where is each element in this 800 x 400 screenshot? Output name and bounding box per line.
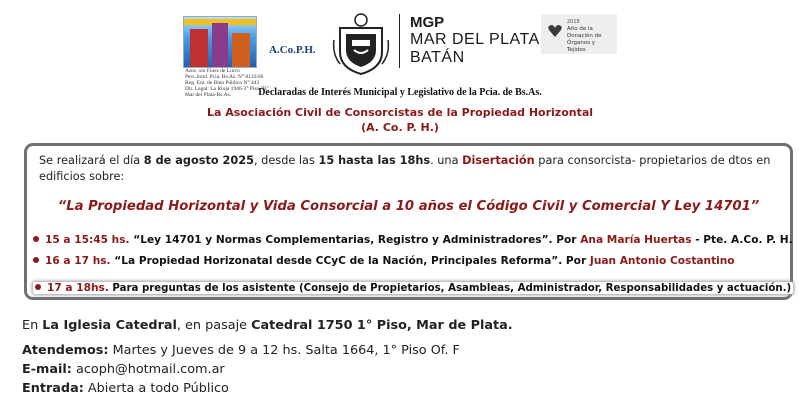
donation-heart-icon — [547, 23, 563, 39]
mgp-logo-text: MGP MAR DEL PLATA BATÁN — [410, 14, 540, 66]
footer-info — [22, 316, 782, 398]
organization-title: La Asociación Civil de Consorcistas de la Propiedad Horizontal (A. Co. P. H.) — [206, 106, 594, 134]
acoph-legal-info: Asoc. sin Fines de Lucro Pers.Jurid. Pcia. Bs.As. N° 8132/06 Reg. Ent. de Bien Público N° 443 Dir. Legal: La Rioja 1946-3° Piso "B" Mar del Plata-Bs.As. — [185, 68, 269, 98]
schedule-item: 17 a 18hs. Para preguntas de los asistente (Consejo de Propietarios, Asambleas, Administrador, Responsabilidades y actuación.) — [33, 282, 793, 294]
venue-address: Catedral 1750 1° Piso, Mar de Plata. — [251, 318, 513, 333]
building-logo-icon — [183, 16, 257, 68]
speaker-name: Juan Antonio Costantino — [589, 255, 735, 267]
speaker-name: Ana María Huertas — [580, 234, 692, 246]
mgp-crest-icon — [332, 10, 390, 76]
venue-name: La Iglesia Catedral — [42, 318, 177, 333]
schedule-item: 16 a 17 hs. “La Propiedad Horizonatal desde CCyC de la Nación, Principales Reforma”. Por Juan Antonio Costantino — [33, 255, 793, 276]
logo-divider — [399, 14, 400, 68]
email-line: E-mail: acoph@hotmail.com.ar — [22, 362, 225, 377]
bullet-icon — [35, 284, 41, 290]
schedule-item: 15 a 15:45 hs. “Ley 14701 y Normas Complementarias, Registro y Administradores”. Por Ana María Huertas - Pte. A.Co. P. H. — [33, 234, 793, 255]
talk-title: “La Propiedad Horizontal y Vida Consorcial a 10 años el Código Civil y Comercial Y Ley 14701” — [57, 199, 760, 214]
location-line: En La Iglesia Catedral, en pasaje Catedral 1750 1° Piso, Mar de Plata. — [22, 318, 513, 333]
event-type: Disertación — [462, 154, 535, 167]
attendance-line: Atendemos: Martes y Jueves de 9 a 12 hs. Salta 1664, 1° Piso Of. F — [22, 343, 460, 358]
declared-interest: Declaradas de Interés Municipal y Legislativo de la Pcia. de Bs.As. — [258, 87, 542, 98]
bullet-icon — [33, 257, 39, 263]
acoph-logo — [183, 8, 333, 98]
header — [0, 0, 800, 140]
acoph-logo-text: A.Co.P.H. — [269, 44, 316, 56]
announcement-intro: Se realizará el día 8 de agosto 2025, desde las 15 hasta las 18hs. una Disertación para consorcista- propietarios de dtos en edificios sobre: — [39, 154, 771, 183]
announcement-box — [24, 143, 793, 300]
organ-donation-logo: 2018 Año de la Donación de Órganos y Tejidos — [541, 14, 617, 54]
event-date: 8 de agosto 2025 — [143, 154, 254, 167]
email-address: acoph@hotmail.com.ar — [71, 362, 225, 377]
event-hours: 15 hasta las 18hs — [318, 154, 431, 167]
entry-line: Entrada: Abierta a todo Público — [22, 381, 229, 396]
bullet-icon — [33, 236, 39, 242]
schedule-list — [33, 234, 793, 295]
